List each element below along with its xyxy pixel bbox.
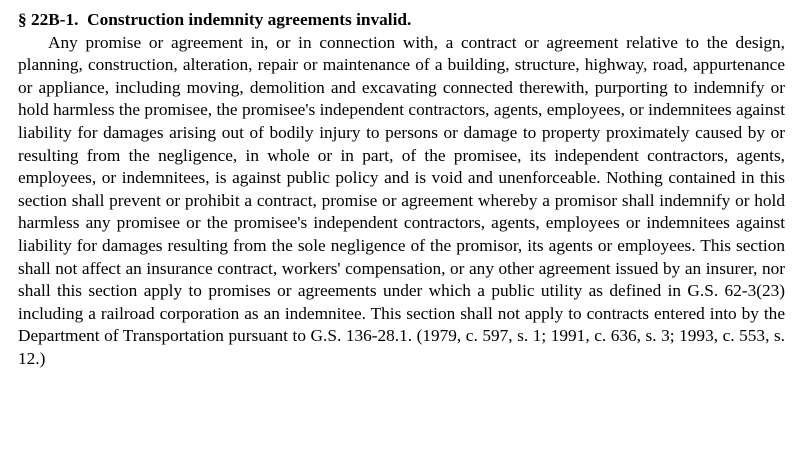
statute-document bbox=[18, 9, 785, 371]
section-title: Construction indemnity agreements invalid. bbox=[87, 10, 412, 29]
section-body: Any promise or agreement in, or in connection with, a contract or agreement relative to the design, planning, construction, alteration, repair or maintenance of a building, structure, highway, road, appurtenance or appliance, including moving, demolition and excavating connected therewith, purporting to indemnify or hold harmless the promisee, the promisee's independent contractors, agents, employees, or indemnitees against liability for damages arising out of bodily injury to persons or damage to property proximately caused by or resulting from the negligence, in whole or in part, of the promisee, its independent contractors, agents, employees, or indemnitees, is against public policy and is void and unenforceable. Nothing contained in this section shall prevent or prohibit a contract, promise or agreement whereby a promisor shall indemnify or hold harmless any promisee or the promisee's independent contractors, agents, employees or indemnitees against liability for damages resulting from the sole negligence of the promisor, its agents or employees. This section shall not affect an insurance contract, workers' compensation, or any other agreement issued by an insurer, nor shall this section apply to promises or agreements under which a public utility as defined in G.S. 62-3(23) including a railroad corporation as an indemnitee. This section shall not apply to contracts entered into by the Department of Transportation pursuant to G.S. 136-28.1. (1979, c. 597, s. 1; 1991, c. 636, s. 3; 1993, c. 553, s. 12.) bbox=[18, 32, 785, 368]
section-heading bbox=[18, 9, 785, 32]
section-number: § 22B-1. bbox=[18, 10, 79, 29]
